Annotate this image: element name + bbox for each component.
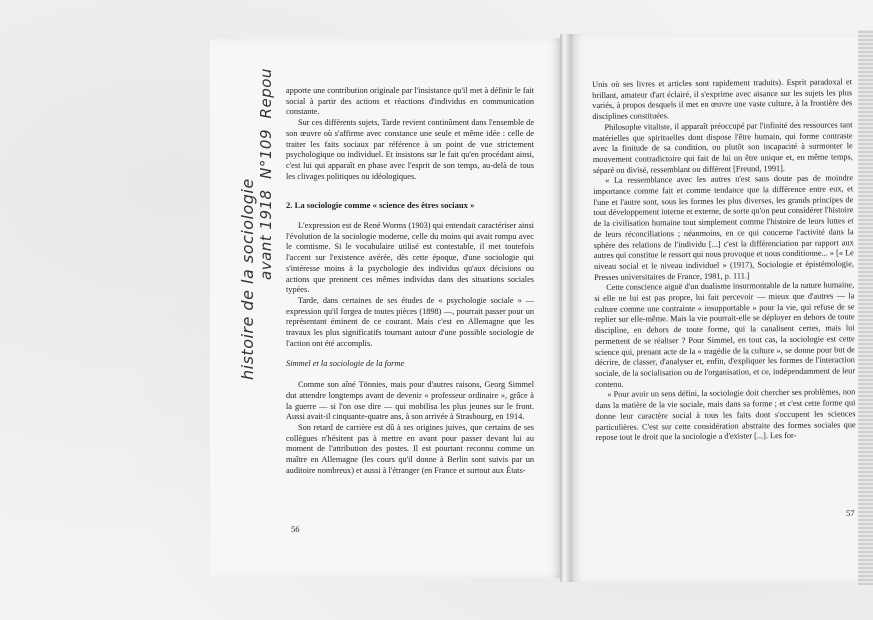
page-edges xyxy=(858,30,873,585)
quote-paragraph: « Pour avoir un sens défini, la sociologie doit chercher ses problèmes, non dans la matière de la vie sociale, mais dans sa forme ; et c'est cette forme qui donne leur caractère social à tous les faits dont s'occupent les sciences particulières. C'est sur cette considération abstraite des formes sociales que repose tout le droit que la sociologie a d'exister [...]. Les for- xyxy=(595,387,856,443)
book-gutter xyxy=(560,34,570,582)
paragraph: Cette conscience aiguë d'un dualisme insurmontable de la nature humaine, si elle ne lui est pas propre, lui fait percevoir — mieux que d'autres — la culture comme une contrainte « insupportable » pour la vie, qui refuse de se replier sur elle-même. Mais la vie pourrait-elle se déployer en dehors de toute discipline, en dehors de toute forme, qui la canalisent certes, mais lui permettent de se réaliser ? Pour Simmel, en tout cas, la sociologie est cette science qui, prenant acte de la « tragédie de la culture », se donne pour but de décrire, de classer, d'analyser et, enfin, d'expliquer les formes de l'interaction sociale, de la socialisation ou de l'organisation, et ce, indépendamment de leur contenu. xyxy=(594,280,856,389)
page-number-left: 56 xyxy=(291,524,300,534)
left-page-text xyxy=(286,86,534,477)
subsection-heading: Simmel et la sociologie de la forme xyxy=(286,359,405,369)
quote-paragraph: « La ressemblance avec les autres n'est sans doute pas de moindre importance comme fait et comme tendance que la différence entre eux, et l'une et l'autre sont, sous les formes les plus diverses, les grands principes de tout développement interne et externe, de sorte qu'on peut considérer l'histoire de la civilisation humaine tout simplement comme l'histoire de leurs luttes et de leurs réconciliations ; néanmoins, en ce qui concerne l'activité dans la sphère des relations de l'individu [...] c'est la différenciation par rapport aux autres qui constitue le ressort qui nous provoque et nous conditionne... » [« Le niveau social et le niveau individuel » (1917), Sociologie et épistémologie, Presses universitaires de France, 1981, p. 111.] xyxy=(593,173,854,282)
handwriting-line-2 xyxy=(257,68,275,280)
paragraph: Sur ces différents sujets, Tarde revient continûment dans l'ensemble de son œuvre où s'affirme avec constance une seule et même idée : celle de traiter les faits sociaux par référence à un point de vue strictement psychologique ou individuel. Et insistons sur le fait qu'en procédant ainsi, c'est lui qui apparaît en phase avec l'esprit de son temps, au-delà de tous les clivages politiques ou idéologiques. xyxy=(286,118,534,181)
handwriting-date: avant 1918 xyxy=(257,189,275,280)
handwriting-note: Repou xyxy=(257,68,275,119)
paragraph: Unis où ses livres et articles sont rapidement traduits). Esprit paradoxal et brillant, amateur d'art éclairé, il s'exprime avec aisance sur les sujets les plus variés, à propos desquels il met en œuvre une vaste culture, à la frontière des disciplines constituées. xyxy=(592,77,853,122)
paragraph: Tarde, dans certaines de ses études de « psychologie sociale » — expression qu'il forgea de toutes pièces (1898) —, pourrait passer pour un représentant éminent de ce courant. Mais c'est en Allemagne que les travaux les plus significatifs tournant autour d'une possible sociologie de l'action ont été accomplis. xyxy=(286,295,534,348)
paragraph: Philosophe vitaliste, il apparaît préoccupé par l'infinité des ressources tant matérielles que spirituelles dont dispose l'être humain, qui forme contraste avec la finitude de sa condition, ou plutôt son incapacité à surmonter le mouvement contradictoire qui fait de lui un être unique et, en même temps, séparé ou divisé, ressemblant ou différent [Freund, 1991]. xyxy=(592,120,853,175)
handwriting-number: N°109 xyxy=(257,129,275,179)
paragraph: Son retard de carrière est dû à ses origines juives, que certains de ses collègues n'hésitent pas à mettre en avant pour passer devant lui au moment de l'attribution des postes. Il est pourtant reconnu comme un maître en Allemagne (les cours qu'il donne à Berlin sont suivis par un auditoire nombreux) et aussi à l'étranger (en France et surtout aux États- xyxy=(286,422,534,475)
paragraph: apporte une contribution originale par l'insistance qu'il met à définir le fait social à partir des actions et réactions d'individus en communication constante. xyxy=(286,86,534,117)
handwriting-line-1: histoire de la sociologie xyxy=(238,178,257,380)
right-page-text xyxy=(592,77,856,444)
page-number-right: 57 xyxy=(846,508,855,518)
paragraph: Comme son aîné Tönnies, mais pour d'autres raisons, Georg Simmel dut attendre longtemps avant de devenir « professeur ordinaire », grâce à la guerre — si l'on ose dire — qui mobilisa les plus jeunes sur le front. Aussi avait-il cinquante-quatre ans, à son arrivée à Strasbourg, en 1914. xyxy=(286,380,534,422)
paragraph: L'expression est de René Worms (1903) qui entendait caractériser ainsi l'évolution de la sociologie moderne, celle du moins qui avait rompu avec le comtisme. Si le vocabulaire utilisé est contestable, il met toutefois l'accent sur l'existence avérée, dès cette époque, d'une sociologie qui s'intéresse moins à la psychologie des individus qu'aux décisions ou actions que prennent ces mêmes individus dans des situations sociales typées. xyxy=(286,221,534,295)
section-heading: 2. La sociologie comme « science des êtres sociaux » xyxy=(286,200,475,211)
